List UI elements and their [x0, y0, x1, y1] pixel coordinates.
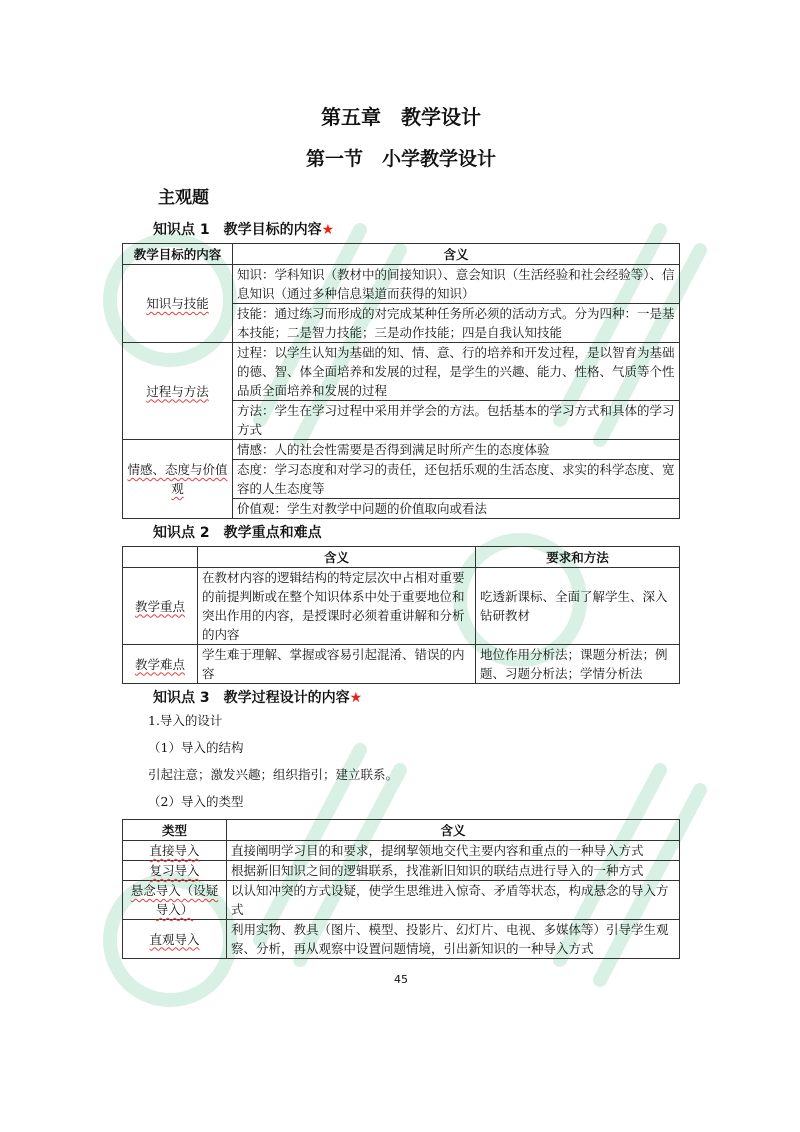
kp3-heading — [153, 688, 680, 708]
table-header-row — [123, 547, 680, 568]
category-cell: 知识与技能 — [146, 296, 209, 311]
table-row — [123, 861, 680, 881]
objectives-table — [122, 243, 680, 519]
table-row — [123, 265, 680, 304]
table-row — [123, 343, 680, 401]
name-cell: 教学难点 — [134, 656, 185, 672]
meaning-cell: 利用实物、教具（图片、模型、投影片、幻灯片、电视、多媒体等）引导学生观察、分析，再从观察中设置问题情境，引出新知识的一种导入方式 — [227, 920, 680, 959]
table-header-row — [123, 244, 680, 265]
header-cell: 含义 — [227, 820, 680, 841]
header-cell: 含义 — [233, 244, 680, 265]
meaning-cell: 在教材内容的逻辑结构的特定层次中占相对重要的前提判断或在整个知识体系中处于重要地位和突出作用的内容，是授课时必须着重讲解和分析的内容 — [198, 568, 476, 645]
paragraph: （1）导入的结构 — [148, 740, 244, 755]
paragraph: （2）导入的类型 — [148, 794, 244, 809]
star-icon: ★ — [349, 690, 363, 706]
page-number: 45 — [394, 973, 408, 986]
type-cell: 悬念导入（设疑导入） — [130, 883, 219, 917]
type-cell: 直接导入 — [149, 843, 200, 858]
intro-types-table — [122, 819, 680, 959]
meaning-cell: 知识：学科知识（教材中的间接知识）、意会知识（生活经验和社会经验等）、信息知识（通过多种信息渠道而获得的知识） — [233, 265, 680, 304]
method-cell: 吃透新课标、全面了解学生、深入钻研教材 — [476, 568, 680, 645]
category-cell: 情感、态度与价值观 — [127, 462, 228, 496]
table-header-row — [123, 820, 680, 841]
header-cell: 类型 — [123, 820, 227, 841]
kp1-heading — [153, 220, 680, 240]
category-cell: 过程与方法 — [146, 383, 209, 399]
key-points-table — [122, 546, 680, 684]
meaning-cell: 根据新旧知识之间的逻辑联系，找准新旧知识的联结点进行导入的一种方式 — [227, 861, 680, 881]
meaning-cell: 情感：人的社会性需要是否得到满足时所产生的态度体验 — [233, 440, 680, 460]
type-cell: 复习导入 — [149, 863, 200, 878]
kp2-heading: 知识点 2 教学重点和难点 — [153, 525, 322, 541]
type-cell: 直观导入 — [149, 931, 200, 947]
name-cell: 教学重点 — [134, 598, 185, 614]
subjective-heading: 主观题 — [158, 188, 209, 208]
kp1-title: 知识点 1 教学目标的内容 — [153, 222, 322, 238]
method-cell: 地位作用分析法；课题分析法；例题、习题分析法；学情分析法 — [476, 645, 680, 684]
section-title: 第一节 小学教学设计 — [305, 148, 496, 170]
header-cell: 教学目标的内容 — [123, 244, 233, 265]
table-row — [123, 645, 680, 684]
table-row — [123, 440, 680, 460]
meaning-cell: 直接阐明学习目的和要求，提纲挈领地交代主要内容和重点的一种导入方式 — [227, 841, 680, 861]
chapter-title: 第五章 教学设计 — [321, 105, 481, 129]
meaning-cell: 态度：学习态度和对学习的责任，还包括乐观的生活态度、求实的科学态度、宽容的人生态度等 — [233, 460, 680, 499]
paragraph: 引起注意；激发兴趣；组织指引；建立联系。 — [148, 767, 399, 782]
meaning-cell: 过程：以学生认知为基础的知、情、意、行的培养和开发过程，是以智育为基础的德、智、体全面培养和发展的过程，是学生的兴趣、能力、性格、气质等个性品质全面培养和发展的过程 — [233, 343, 680, 401]
meaning-cell: 以认知冲突的方式设疑，使学生思维进入惊奇、矛盾等状态，构成悬念的导入方式 — [227, 881, 680, 920]
header-cell — [123, 547, 198, 568]
kp3-title: 知识点 3 教学过程设计的内容 — [153, 690, 350, 706]
meaning-cell: 学生难于理解、掌握或容易引起混淆、错误的内容 — [198, 645, 476, 684]
paragraph: 1.导入的设计 — [148, 713, 223, 728]
meaning-cell: 方法：学生在学习过程中采用并学会的方法。包括基本的学习方式和具体的学习方式 — [233, 401, 680, 440]
table-row — [123, 881, 680, 920]
meaning-cell: 价值观：学生对教学中问题的价值取向或看法 — [233, 499, 680, 519]
table-row — [123, 568, 680, 645]
table-row — [123, 841, 680, 861]
star-icon: ★ — [321, 222, 335, 238]
header-cell: 含义 — [198, 547, 476, 568]
meaning-cell: 技能：通过练习而形成的对完成某种任务所必须的活动方式。分为四种：一是基本技能；二是智力技能；三是动作技能；四是自我认知技能 — [233, 304, 680, 343]
table-row — [123, 920, 680, 959]
header-cell: 要求和方法 — [476, 547, 680, 568]
